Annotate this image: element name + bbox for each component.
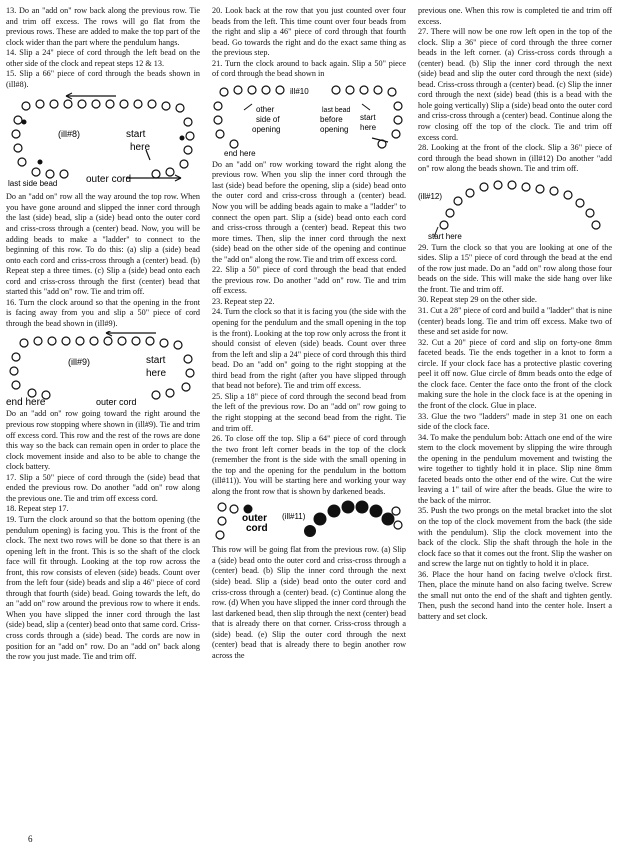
step-16-continued: Do an "add on" row going toward the right around the previous row stopping where shown in (ill#9). Tie and trim off excess cord. This row and the rest of the rows are done this way so the back can remain open in order to place the clock movement inside and also to be able to change the clock battery. [6, 409, 200, 472]
step-29: 29. Turn the clock so that you are looking at one of the sides. Slip a 15" piece of cord through the bead at the end of the row just made. Do an "add on" row along those four beads on the side. This will make the side hang over like the front. Tie and trim off. [418, 242, 612, 294]
ill11-outer-label: outer [242, 513, 267, 525]
step-33: 33. Glue the two "ladders" made in step 31 one on each side of the clock face. [418, 411, 612, 432]
step-21-continued: Do an "add on" row working toward the right along the previous row. When you slip the inner cord through the last (side) bead before the opening, slip a (side) bead onto the outer cord and criss-cross through a (center) bead. Now you will be adding beads again to make a "ladder" to connect the open part. Slip a (side) bead onto each cord and criss-cross through a (center) bead. Repeat this two more times. Then, slip the inner cord through the next (side) bead on the other side of the opening and continue the "add on" along the row. Tie and trim off excess cord. [212, 159, 406, 264]
ill10-side-of-label: side of [256, 114, 280, 124]
ill12-start-here-label: start here [428, 231, 462, 241]
ill10-start-label: start [360, 112, 376, 122]
ill8-here-label: here [130, 142, 151, 154]
step-16: 16. Turn the clock around so that the opening in the front is facing away from you and slip a 50" piece of cord through the bead shown in (ill#9). [6, 297, 200, 328]
step-15: 15. Slip a 66" piece of cord through the beads shown in (ill#8). [6, 69, 200, 89]
step-26-end: previous one. When this row is completed tie and trim off excess. [418, 6, 612, 26]
step-35: 35. Push the two prongs on the metal bracket into the slot on the top of the clock movement from the back (the side with the pendulum). Slip the clock movement into the back of the clock. Slip the shaft through the hole in the clock face so that it comes out the front. Slip the washer on and screw the large nut on tightly to hold it in place. [418, 506, 612, 569]
step-21: 21. Turn the clock around to back again. Slip a 50" piece of cord through the bead shown in [212, 58, 406, 79]
ill9-here-label: here [146, 368, 167, 380]
column-2 [212, 6, 406, 661]
ill11-label: (ill#11) [282, 512, 306, 522]
step-26: 26. To close off the top. Slip a 64" piece of cord through the two front left corner beads in the top of the clock (remember the front is the side with the small opening in the top and the opening for the pendulum in the bottom (ill#11)). You will be starting here and working your way along the front row that is shown by darkened beads. [212, 434, 406, 496]
illustration-10 [212, 82, 406, 158]
ill8-label: (ill#8) [58, 129, 81, 140]
step-31: 31. Cut a 28" piece of cord and build a "ladder" that is nine (center) beads long. Tie and trim off excess. Make two of these and set aside for now. [418, 306, 612, 337]
step-25: 25. Slip a 18" piece of cord through the second bead from the left of the previous row. Do an "add on" row going to the right stopping at the second bead from the right. Tie and trim off. [212, 391, 406, 433]
step-23: 23. Repeat step 22. [212, 296, 275, 306]
step-18: 18. Repeat step 17. [6, 504, 69, 514]
step-28: 28. Looking at the front of the clock. Slip a 36" piece of cord through the bead shown in (ill#12) Do another "add on" row along the beads shown. Tie and trim off. [418, 143, 612, 174]
ill10-label: ill#10 [290, 86, 309, 96]
step-13: 13. Do an "add on" row back along the previous row. Tie and trim off excess. The rows will go flat from the previous rows. These are added to make the top part of the clock wider than the part where the pendulum hangs. [6, 6, 200, 47]
ill10-before-label: before [320, 114, 343, 124]
ill10-other-label: other [256, 104, 275, 114]
ill8-start-label: start [126, 129, 146, 141]
step-17: 17. Slip a 50" piece of cord through the (side) bead that ended the previous row. Do another "add on" row along the previous one. Tie and trim off excess cord. [6, 472, 200, 503]
ill8-last-side-bead-label: last side bead [8, 179, 58, 189]
illustration-9 [6, 331, 200, 407]
ill9-end-here-label: end here [6, 397, 46, 408]
step-27: 27. There will now be one row left open in the top of the clock. Slip a 36" piece of cord through the three corner beads in the left corner. (a) Criss-cross cords through a (center) bead. (b) Slip the inner cord through the next (side) bead and slip the outer cord through the next (side) bead. Criss-cross through a (center) bead. (c) Slip the inner cord through the next (side) bead (this is a bead with the hole going vertically) Slip a (side) bead onto the outer cord and criss-cross through a (center) bead. Continue along the row closing off the top of the clock. Tie and trim off excess cord. [418, 27, 612, 142]
ill10-opening2-label: opening [320, 124, 349, 134]
column-3 [418, 6, 612, 622]
ill10-here-label: here [360, 122, 377, 132]
ill9-label: (ill#9) [68, 357, 91, 368]
ill9-start-label: start [146, 355, 166, 367]
step-26-continued: This row will be going flat from the previous row. (a) Slip a (side) bead onto the outer cord and criss-cross through a (center) bead. (b) Slip the inner cord through the next (side) bead. Slip a (side) bead onto the outer cord and criss-cross through a (center) bead. (c) Continue along the row. (d) When you have slipped the inner cord through the last darkened bead, then slip through the next (center) bead that is already there on that corner. Criss-cross through a (side) bead. (e) Slip the outer cord through the next (center) bead that is already there to begin another row across the [212, 545, 406, 660]
step-19: 19. Turn the clock around so that the bottom opening (the pendulum opening) is facing you. This is the front of the clock. The next two rows will be done so that there is an opening left in the front. This is so the shaft of the clock face will fit through. Looking at the top row across the front, this row consists of eleven (side) beads. Count over from the left four (side) beads and slip a 46" piece of cord through that fourth (side) bead. Going towards the left, do an "add on" row around the previous row to where it ends. When you have slipped the inner cord through the last (side) bead, slip a (center) bead onto that same cord. Criss-cross cords through a (side) bead. The cords are now in position for an "add on" row. Do an "add on" back along the row you just made. Tie and trim off. [6, 514, 200, 662]
illustration-8 [6, 92, 200, 190]
step-14: 14. Slip a 24" piece of cord through the left bead on the other side of the clock and repeat steps 12 & 13. [6, 48, 200, 68]
step-24: 24. Turn the clock so that it is facing you (the side with the opening for the pendulum and the small opening in the top is the front). Looking at the top row only across the front it should consist of eleven (side) beads. Count over three from the left and slip a 24" piece of cord through this third bead. Do an "add on" going to the right stopping at the third bead from the right (after you have slipped through that bead not before). Tie and trim off excess. [212, 307, 406, 391]
ill10-last-bead-label: last bead [322, 106, 351, 114]
page-number: 6 [28, 834, 33, 844]
step-15-continued: Do an "add on" row all the way around the top row. When you have gone around and slipped the inner cord through the last (side) bead, slip a (side) bead onto the outer cord and criss-cross through a (center) bead. Now, you will be adding beads to make a "ladder" to connect to the beginning of this row. To do this: (a) slip a (side) bead onto each cord and criss-cross through a (center) bead. (b) Repeat step a three times. (c) Slip a (side) bead onto each cord and criss-cross through the first (center) bead that started this "add on" row. Tie and trim off. [6, 192, 200, 297]
ill10-opening-label: opening [252, 124, 281, 134]
column-1 [6, 6, 200, 663]
step-20: 20. Look back at the row that you just counted over four beads from the left. This time count over four beads from the right and slip a 46" piece of cord through that fourth bead. Go towards the right and do the exact same thing as the previous step. [212, 6, 406, 58]
ill9-outer-cord-label: outer cord [96, 397, 137, 408]
ill8-outer-cord-label: outer cord [86, 174, 132, 186]
step-36: 36. Place the hour hand on facing twelve o'clock first. Then, place the minute hand on also facing twelve. Screw the small nut onto the end of the shaft and tighten gently. Then, push the second hand into the center hole. Insert a battery and set clock. [418, 569, 612, 621]
ill12-label: (ill#12) [418, 191, 443, 201]
illustration-12 [418, 177, 612, 241]
step-22: 22. Slip a 50" piece of cord through the bead that ended the previous row. Do another "add on" row. Tie and trim off excess. [212, 265, 406, 296]
ill10-end-here-label: end here [224, 148, 256, 158]
step-30: 30. Repeat step 29 on the other side. [418, 295, 537, 305]
illustration-11 [212, 499, 406, 543]
step-34: 34. To make the pendulum bob: Attach one end of the wire stem to the clock movement by slipping the wire through the opening in the pendulum movement and twisting the wire together to tightly hold it in place. Slip nine 8mm faceted beads onto the other end of the wire. Cut the wire leaving a 1" tail of wire after the beads. Glue the wire to the back of the mirror. [418, 432, 612, 505]
ill11-cord-label: cord [246, 523, 268, 535]
step-32: 32. Cut a 20" piece of cord and slip on forty-one 8mm faceted beads. Tie the ends together in a knot to form a circle. If your clock face has a protective plastic covering peel it off now. Glue circle of 8mm beads onto the edge of the clock face. Center the face onto the front of the clock making sure the hole in the clock face is at the opening in the front of the clock. Glue in place. [418, 337, 612, 410]
